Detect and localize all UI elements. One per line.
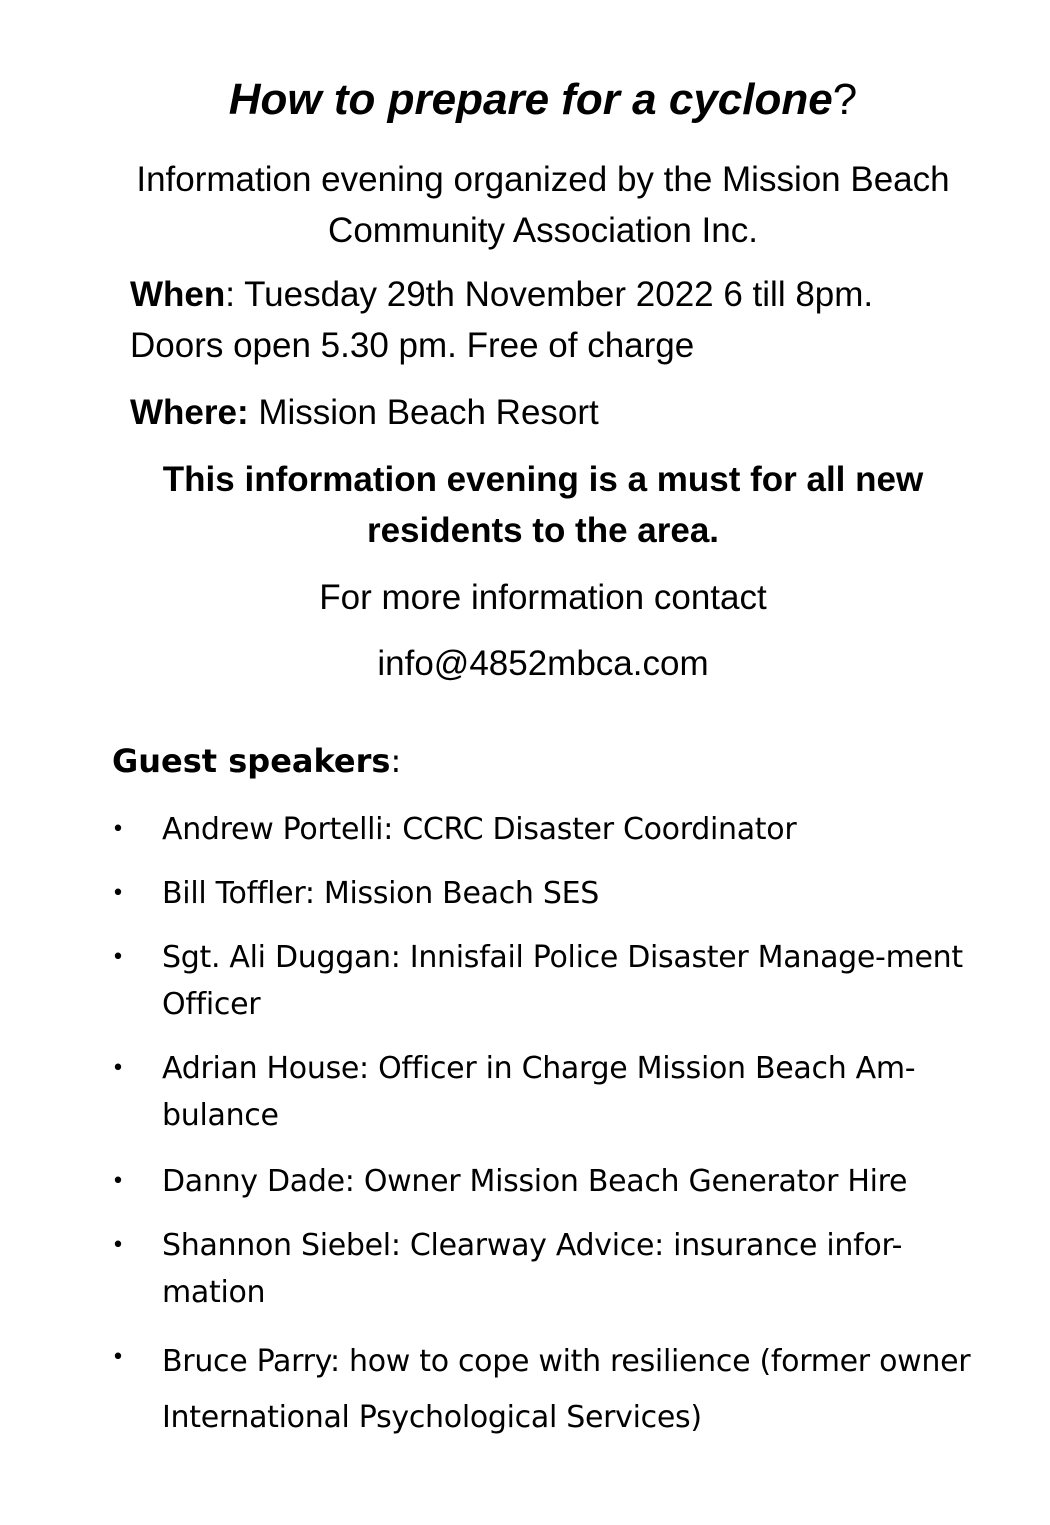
bullet-icon: •: [111, 1233, 125, 1258]
organizer-subtitle: Information evening organized by the Mission Beach Community Association Inc.: [136, 160, 950, 250]
flyer-title-main: How to prepare for a cyclone: [228, 75, 833, 124]
when-label: When: [130, 275, 226, 314]
where-text: Mission Beach Resort: [248, 393, 599, 432]
bullet-icon: •: [111, 881, 125, 906]
guest-speakers-heading-text: Guest speakers: [112, 742, 391, 780]
speaker-text: Sgt. Ali Duggan: Innisfail Police Disaster Manage-ment Officer: [162, 940, 963, 1022]
where-label: Where:: [130, 393, 249, 432]
when-text: : Tuesday 29th November 2022 6 till 8pm. Doors open 5.30 pm. Free of charge: [130, 275, 874, 365]
when-details: [130, 269, 930, 371]
speaker-text: Danny Dade: Owner Mission Beach Generator Hire: [162, 1164, 908, 1199]
bullet-icon: •: [111, 1056, 125, 1081]
where-details: [130, 387, 930, 438]
bullet-icon: •: [111, 1345, 125, 1370]
speaker-text: Andrew Portelli: CCRC Disaster Coordinator: [162, 812, 797, 847]
flyer-title-suffix: ?: [832, 75, 858, 124]
flyer-title: [0, 72, 1050, 128]
speaker-text: Shannon Siebel: Clearway Advice: insurance infor-mation: [162, 1228, 903, 1310]
guest-speakers-heading-colon: :: [390, 742, 402, 780]
contact-email[interactable]: info@4852mbca.com: [377, 644, 709, 683]
speaker-text: Bill Toffler: Mission Beach SES: [162, 876, 599, 911]
speaker-text: Bruce Parry: how to cope with resilience (former owner International Psychological Services): [162, 1344, 971, 1435]
bullet-icon: •: [111, 945, 125, 970]
contact-prompt: For more information contact: [319, 578, 767, 617]
speaker-text: Adrian House: Officer in Charge Mission Beach Am-bulance: [162, 1051, 916, 1133]
guest-speakers-heading: [112, 737, 401, 785]
must-attend-notice: This information evening is a must for all new residents to the area.: [162, 460, 924, 550]
bullet-icon: •: [111, 817, 125, 842]
bullet-icon: •: [111, 1169, 125, 1194]
